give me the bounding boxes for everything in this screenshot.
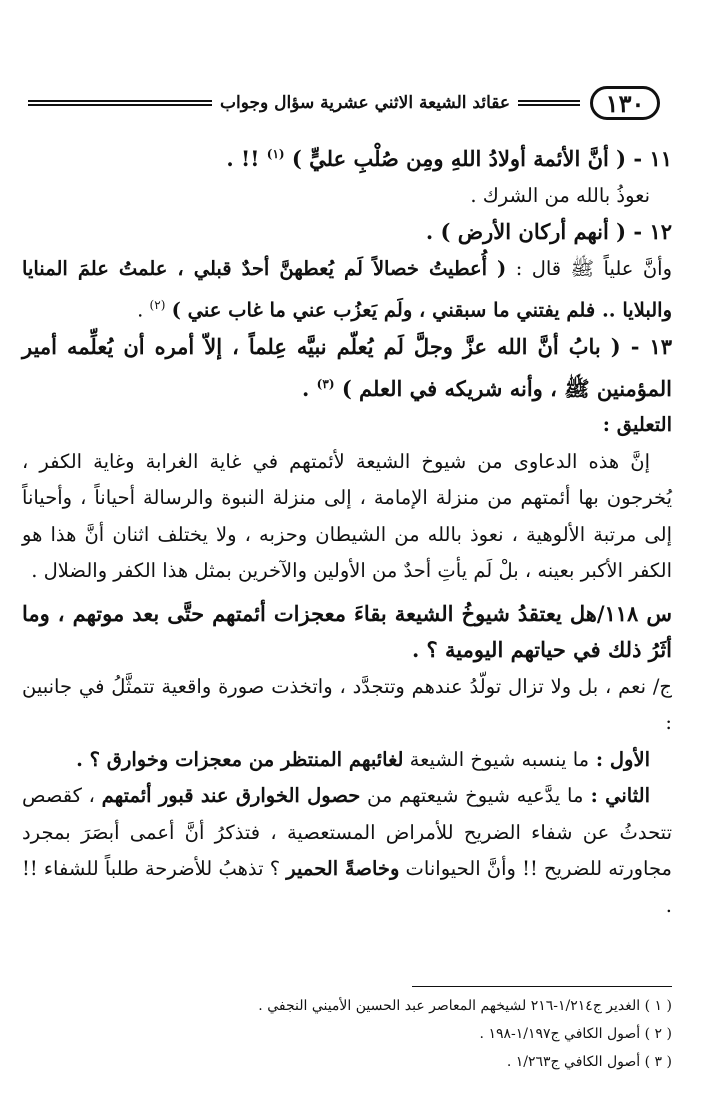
header-rule-left <box>28 100 212 106</box>
running-title: عقائد الشيعة الاثني عشرية سؤال وجواب <box>220 93 510 113</box>
item-12: ١٢ - ( أنهم أركان الأرض ) . <box>425 219 672 244</box>
page-header <box>28 80 660 126</box>
footnote-separator <box>412 986 672 987</box>
answer-second-point: الثاني : ما يدَّعيه شيوخ شيعتهم من حصول الخوارق عند قبور أئمتهم ، كقصص تتحدثُ عن شفاء الضريح للأمراض المستعصية ، فتذكرُ أنَّ أعمى أبصَرَ بمجرد مجاورته للضريح !! وأنَّ الحيوانات وخاصةً الحمير ؟ تذهبُ للأضرحة طلباً للشفاء !! . <box>22 784 672 917</box>
commentary-text: إنَّ هذه الدعاوى من شيوخ الشيعة لأئمتهم في غاية الغرابة وغاية الكفر ، يُخرجون بها أئمتهم من منزلة الإمامة ، إلى منزلة النبوة والرسالة أحياناً ، وأحياناً إلى مرتبة الألوهية ، نعوذ بالله من الشيطان وحزبه ، ولا يختلف اثنان أنَّ هذا هو الكفر الأكبر بعينه ، بلْ لَم يأتِ أحدٌ من الأولين والآخرين بمثل هذا الكفر والضلال . <box>22 449 672 582</box>
answer-text: ج/ نعم ، بل ولا تزال تولّدُ عندهم وتتجدَّد ، واتخذت صورة واقعية تتمثَّلُ في جانبين : <box>22 674 672 734</box>
item-13: ١٣ - ( بابُ أنَّ الله عزَّ وجلَّ لَم يُعلّم نبيَّه عِلماً ، إلاّ أمره أن يُعلِّمه أمير المؤمنين ﷺ ، وأنه شريكه في العلم ) $^{(٣)}$ . <box>22 334 672 401</box>
commentary-heading: التعليق : <box>602 413 672 436</box>
footnote-1: ( ١ ) الغدير ج١/٢١٤-٢١٦ لشيخهم المعاصر عبد الحسين الأميني النجفي . <box>258 998 672 1014</box>
page-body <box>22 136 672 924</box>
header-rule-right <box>518 100 580 106</box>
footnote-3: ( ٣ ) أصول الكافي ج١/٢٦٣ . <box>506 1054 672 1070</box>
answer-first-point: الأول : ما ينسبه شيوخ الشيعة لغائبهم المنتظر من معجزات وخوارق ؟ . <box>76 747 650 771</box>
page-number: ١٣٠ <box>590 86 660 120</box>
ali-quote-paragraph: وأنَّ علياً ﷺ قال : ( أُعطيتُ خصالاً لَم يُعطهنَّ أحدٌ قبلي ، علمتُ علمَ المنايا والبلايا .. فلم يفتني ما سبقني ، ولَم يَعزُب عني ما غاب عني ) $^{(٢)}$ . <box>22 256 672 322</box>
footnote-2: ( ٢ ) أصول الكافي ج١/١٩٧-١٩٨ . <box>479 1026 672 1042</box>
item-11: ١١ - ( أنَّ الأئمة أولادُ اللهِ ومِن صُلْبِ عليٍّ ) $^{(١)}$ !! . <box>226 146 672 171</box>
refuge-line: نعوذُ بالله من الشرك . <box>470 183 650 207</box>
question-118: س ١١٨/هل يعتقدُ شيوخُ الشيعة بقاءَ معجزات أئمتهم حتَّى بعد موتهم ، وما أثَرُ ذلك في حياتهم اليومية ؟ . <box>22 600 672 662</box>
footnotes <box>30 992 672 1076</box>
